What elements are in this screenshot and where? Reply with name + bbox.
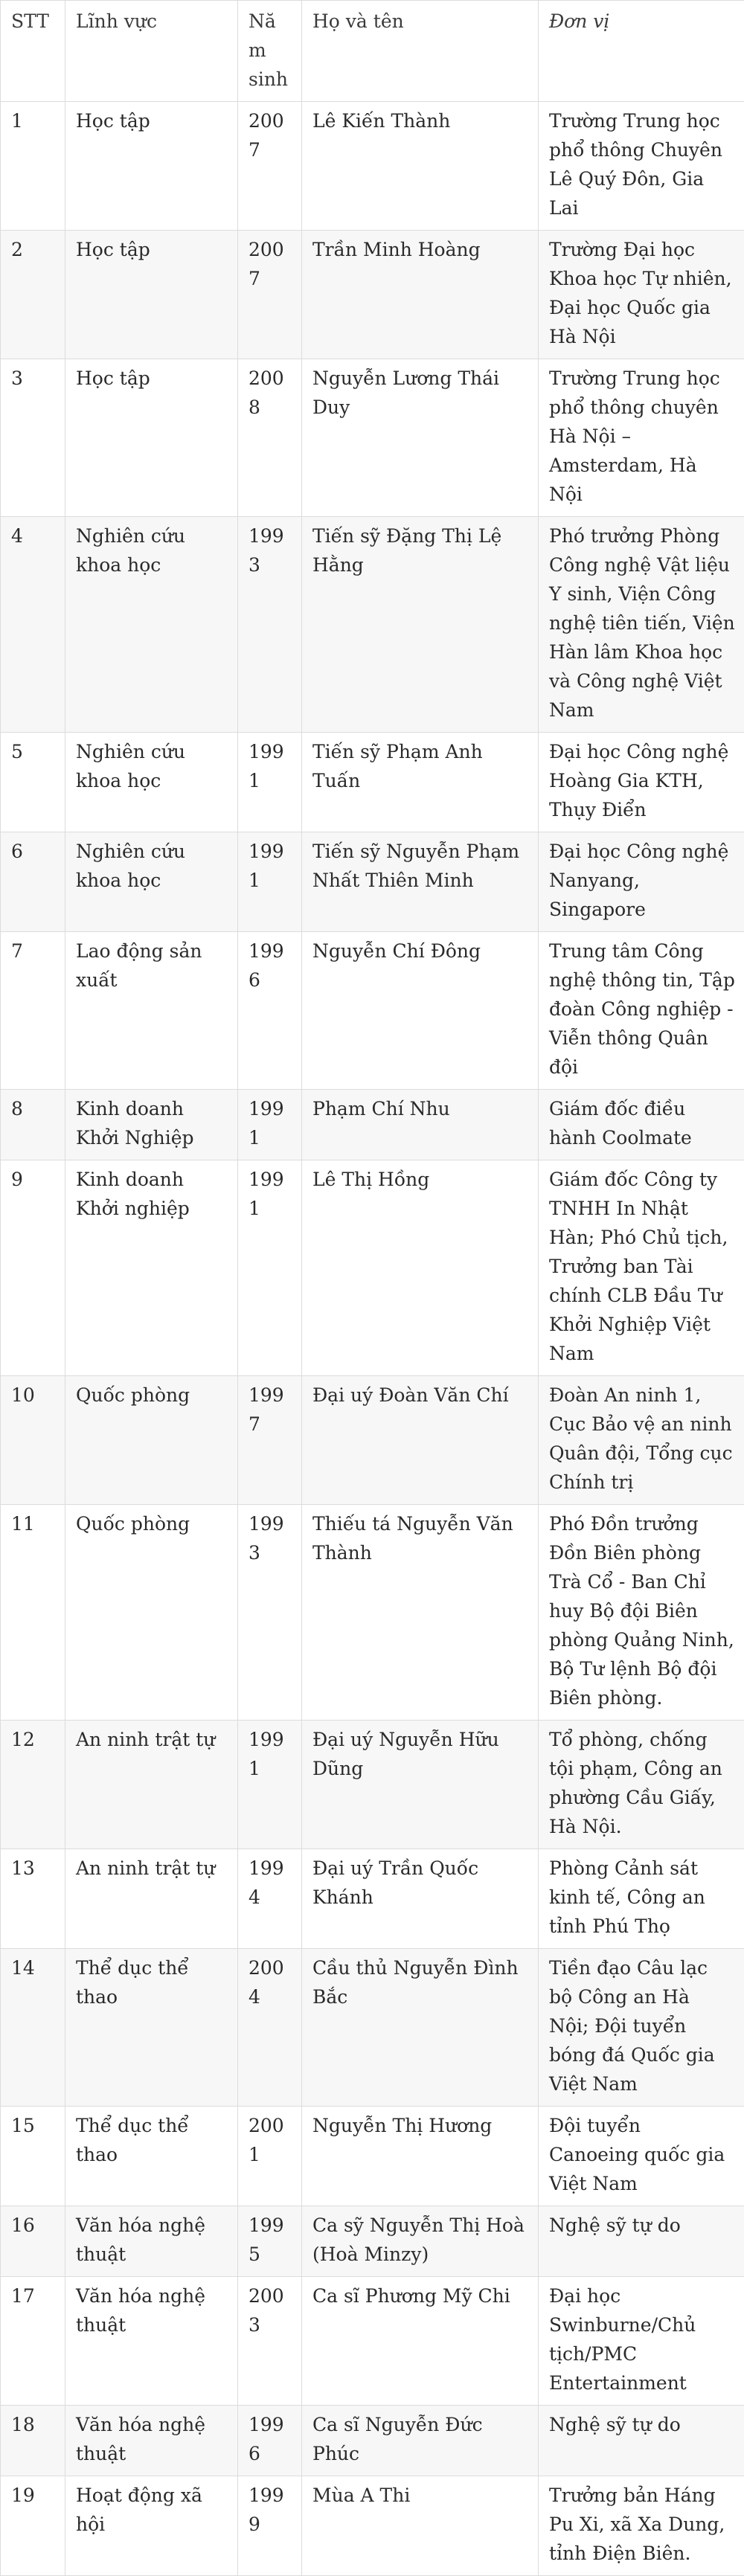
table-row — [1, 2277, 744, 2406]
cell-field: Thể dục thể thao — [65, 1949, 238, 2107]
cell-name: Mùa A Thi — [302, 2476, 539, 2576]
cell-name: Đại uý Trần Quốc Khánh — [302, 1849, 539, 1949]
cell-field: Hoạt động xã hội — [65, 2476, 238, 2576]
cell-year: 1991 — [238, 1090, 302, 1160]
cell-year: 1995 — [238, 2206, 302, 2277]
table-row — [1, 2206, 744, 2277]
table-row — [1, 733, 744, 832]
cell-name: Lê Kiến Thành — [302, 102, 539, 231]
cell-name: Ca sĩ Nguyễn Đức Phúc — [302, 2406, 539, 2476]
cell-name: Thiếu tá Nguyễn Văn Thành — [302, 1505, 539, 1721]
table-header-row — [1, 1, 744, 102]
cell-stt: 9 — [1, 1160, 65, 1376]
cell-name: Nguyễn Chí Đông — [302, 932, 539, 1090]
table-row — [1, 2107, 744, 2206]
cell-field: Kinh doanh Khởi Nghiệp — [65, 1090, 238, 1160]
header-unit: Đơn vị — [539, 1, 744, 102]
cell-name: Nguyễn Lương Thái Duy — [302, 359, 539, 517]
cell-name: Tiến sỹ Nguyễn Phạm Nhất Thiên Minh — [302, 832, 539, 932]
cell-name: Trần Minh Hoàng — [302, 231, 539, 359]
table-row — [1, 1949, 744, 2107]
cell-stt: 16 — [1, 2206, 65, 2277]
table-row — [1, 832, 744, 932]
table-row — [1, 1505, 744, 1721]
cell-year: 2007 — [238, 231, 302, 359]
cell-stt: 6 — [1, 832, 65, 932]
cell-year: 2004 — [238, 1949, 302, 2107]
cell-stt: 2 — [1, 231, 65, 359]
cell-unit: Đại học Công nghệ Nanyang, Singapore — [539, 832, 744, 932]
cell-year: 1994 — [238, 1849, 302, 1949]
table-row — [1, 517, 744, 733]
cell-unit: Đại học Công nghệ Hoàng Gia KTH, Thụy Điển — [539, 733, 744, 832]
table-row — [1, 1721, 744, 1849]
cell-unit: Tiền đạo Câu lạc bộ Công an Hà Nội; Đội tuyển bóng đá Quốc gia Việt Nam — [539, 1949, 744, 2107]
table-row — [1, 2406, 744, 2476]
table-row — [1, 359, 744, 517]
cell-year: 1996 — [238, 2406, 302, 2476]
table-row — [1, 1849, 744, 1949]
table-row — [1, 1160, 744, 1376]
cell-year: 1991 — [238, 832, 302, 932]
cell-stt: 18 — [1, 2406, 65, 2476]
cell-year: 1993 — [238, 1505, 302, 1721]
cell-field: Thể dục thể thao — [65, 2107, 238, 2206]
cell-year: 1993 — [238, 517, 302, 733]
cell-name: Tiến sỹ Đặng Thị Lệ Hằng — [302, 517, 539, 733]
cell-name: Đại uý Nguyễn Hữu Dũng — [302, 1721, 539, 1849]
cell-stt: 19 — [1, 2476, 65, 2576]
cell-field: Nghiên cứu khoa học — [65, 733, 238, 832]
cell-stt: 4 — [1, 517, 65, 733]
cell-field: An ninh trật tự — [65, 1849, 238, 1949]
cell-field: Nghiên cứu khoa học — [65, 832, 238, 932]
cell-stt: 12 — [1, 1721, 65, 1849]
cell-unit: Đội tuyển Canoeing quốc gia Việt Nam — [539, 2107, 744, 2206]
cell-stt: 5 — [1, 733, 65, 832]
cell-year: 1991 — [238, 1721, 302, 1849]
cell-unit: Phòng Cảnh sát kinh tế, Công an tỉnh Phú Thọ — [539, 1849, 744, 1949]
cell-name: Đại uý Đoàn Văn Chí — [302, 1376, 539, 1505]
cell-field: Quốc phòng — [65, 1376, 238, 1505]
cell-name: Nguyễn Thị Hương — [302, 2107, 539, 2206]
cell-unit: Giám đốc điều hành Coolmate — [539, 1090, 744, 1160]
cell-year: 1997 — [238, 1376, 302, 1505]
cell-unit: Trường Đại học Khoa học Tự nhiên, Đại học Quốc gia Hà Nội — [539, 231, 744, 359]
cell-name: Cầu thủ Nguyễn Đình Bắc — [302, 1949, 539, 2107]
cell-field: Kinh doanh Khởi nghiệp — [65, 1160, 238, 1376]
cell-year: 1991 — [238, 1160, 302, 1376]
cell-name: Phạm Chí Nhu — [302, 1090, 539, 1160]
cell-year: 2008 — [238, 359, 302, 517]
cell-unit: Đại học Swinburne/Chủ tịch/PMC Entertainment — [539, 2277, 744, 2406]
header-field: Lĩnh vực — [65, 1, 238, 102]
cell-field: Học tập — [65, 231, 238, 359]
cell-unit: Trưởng bản Háng Pu Xi, xã Xa Dung, tỉnh Điện Biên. — [539, 2476, 744, 2576]
cell-field: Nghiên cứu khoa học — [65, 517, 238, 733]
cell-field: Học tập — [65, 102, 238, 231]
cell-stt: 1 — [1, 102, 65, 231]
cell-year: 1996 — [238, 932, 302, 1090]
cell-year: 2007 — [238, 102, 302, 231]
cell-name: Ca sĩ Phương Mỹ Chi — [302, 2277, 539, 2406]
cell-unit: Trung tâm Công nghệ thông tin, Tập đoàn Công nghiệp - Viễn thông Quân đội — [539, 932, 744, 1090]
cell-unit: Nghệ sỹ tự do — [539, 2206, 744, 2277]
cell-unit: Nghệ sỹ tự do — [539, 2406, 744, 2476]
cell-unit: Giám đốc Công ty TNHH In Nhật Hàn; Phó Chủ tịch, Trưởng ban Tài chính CLB Đầu Tư Khởi Nghiệp Việt Nam — [539, 1160, 744, 1376]
cell-unit: Phó Đồn trưởng Đồn Biên phòng Trà Cổ - Ban Chỉ huy Bộ đội Biên phòng Quảng Ninh, Bộ Tư lệnh Bộ đội Biên phòng. — [539, 1505, 744, 1721]
cell-stt: 15 — [1, 2107, 65, 2206]
cell-unit: Đoàn An ninh 1, Cục Bảo vệ an ninh Quân đội, Tổng cục Chính trị — [539, 1376, 744, 1505]
table-row — [1, 231, 744, 359]
table-row — [1, 1376, 744, 1505]
table-row — [1, 1090, 744, 1160]
cell-unit: Tổ phòng, chống tội phạm, Công an phường Cầu Giấy, Hà Nội. — [539, 1721, 744, 1849]
cell-stt: 14 — [1, 1949, 65, 2107]
cell-stt: 7 — [1, 932, 65, 1090]
table-body — [1, 102, 744, 2576]
header-name: Họ và tên — [302, 1, 539, 102]
cell-unit: Trường Trung học phổ thông chuyên Hà Nội – Amsterdam, Hà Nội — [539, 359, 744, 517]
cell-unit: Phó trưởng Phòng Công nghệ Vật liệu Y sinh, Viện Công nghệ tiên tiến, Viện Hàn lâm Khoa học và Công nghệ Việt Nam — [539, 517, 744, 733]
cell-name: Tiến sỹ Phạm Anh Tuấn — [302, 733, 539, 832]
cell-name: Lê Thị Hồng — [302, 1160, 539, 1376]
table-row — [1, 102, 744, 231]
cell-field: Quốc phòng — [65, 1505, 238, 1721]
cell-field: Văn hóa nghệ thuật — [65, 2277, 238, 2406]
cell-field: An ninh trật tự — [65, 1721, 238, 1849]
cell-year: 1999 — [238, 2476, 302, 2576]
table-row — [1, 2476, 744, 2576]
cell-name: Ca sỹ Nguyễn Thị Hoà (Hoà Minzy) — [302, 2206, 539, 2277]
cell-field: Văn hóa nghệ thuật — [65, 2206, 238, 2277]
cell-field: Lao động sản xuất — [65, 932, 238, 1090]
cell-field: Văn hóa nghệ thuật — [65, 2406, 238, 2476]
cell-year: 1991 — [238, 733, 302, 832]
cell-stt: 13 — [1, 1849, 65, 1949]
table-row — [1, 932, 744, 1090]
cell-stt: 11 — [1, 1505, 65, 1721]
header-stt: STT — [1, 1, 65, 102]
cell-unit: Trường Trung học phổ thông Chuyên Lê Quý Đôn, Gia Lai — [539, 102, 744, 231]
cell-year: 2001 — [238, 2107, 302, 2206]
cell-stt: 8 — [1, 1090, 65, 1160]
header-year: Năm sinh — [238, 1, 302, 102]
cell-stt: 10 — [1, 1376, 65, 1505]
cell-stt: 3 — [1, 359, 65, 517]
cell-stt: 17 — [1, 2277, 65, 2406]
cell-field: Học tập — [65, 359, 238, 517]
cell-year: 2003 — [238, 2277, 302, 2406]
